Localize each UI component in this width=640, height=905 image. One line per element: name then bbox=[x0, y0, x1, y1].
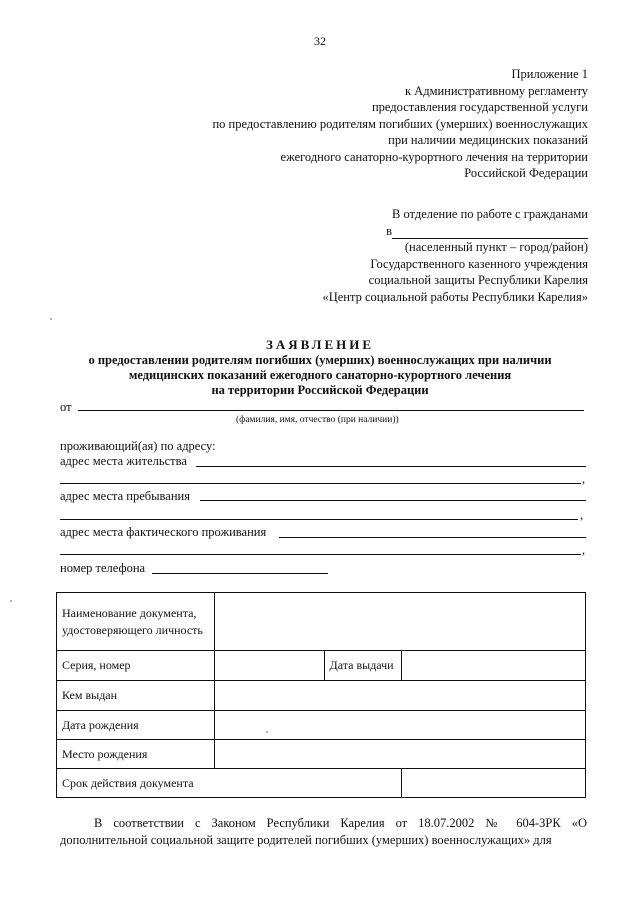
validity-cell[interactable] bbox=[402, 769, 586, 798]
birth-place-cell[interactable] bbox=[214, 740, 585, 769]
scan-speck bbox=[266, 731, 268, 733]
id-document-table bbox=[56, 592, 586, 798]
stay-field[interactable] bbox=[200, 500, 586, 501]
page-number: 32 bbox=[314, 34, 326, 48]
phone-field[interactable] bbox=[152, 573, 328, 574]
issue-date-cell[interactable] bbox=[402, 651, 586, 681]
fio-hint: (фамилия, имя, отчество (при наличии)) bbox=[236, 415, 399, 425]
actual-field[interactable] bbox=[279, 537, 586, 538]
appendix-line: по предоставлению родителям погибших (умерших) военнослужащих bbox=[212, 116, 588, 131]
actual-label: адрес места фактического проживания bbox=[60, 525, 267, 539]
doc-name-label: Наименование документа, удостоверяющего личность bbox=[57, 593, 215, 651]
residence-field[interactable] bbox=[196, 466, 586, 467]
document-subtitle: на территории Российской Федерации bbox=[211, 383, 429, 397]
birth-place-label: Место рождения bbox=[57, 740, 215, 769]
issued-by-cell[interactable] bbox=[214, 681, 585, 711]
birth-date-cell[interactable] bbox=[214, 711, 585, 740]
residing-label: проживающий(ая) по адресу: bbox=[60, 439, 216, 453]
addressee-prefix: в bbox=[386, 223, 392, 238]
document-subtitle: о предоставлении родителям погибших (умерших) военнослужащих при наличии bbox=[88, 353, 552, 367]
appendix-block bbox=[212, 66, 588, 182]
issued-by-label: Кем выдан bbox=[57, 681, 215, 711]
appendix-line: при наличии медицинских показаний bbox=[388, 133, 588, 147]
scan-speck bbox=[10, 600, 12, 602]
addressee-line: В отделение по работе с гражданами bbox=[391, 207, 588, 221]
addressee-locality-row bbox=[322, 223, 588, 240]
comma: , bbox=[582, 543, 586, 557]
fio-field[interactable] bbox=[78, 410, 584, 411]
addressee-locality-line[interactable] bbox=[392, 226, 588, 239]
residence-field-line2[interactable] bbox=[60, 483, 581, 484]
doc-name-cell[interactable] bbox=[214, 593, 585, 651]
series-number-cell[interactable] bbox=[214, 651, 324, 681]
comma: , bbox=[580, 508, 584, 522]
phone-label: номер телефона bbox=[60, 561, 146, 575]
appendix-line: Приложение 1 bbox=[511, 67, 588, 81]
actual-field-line2[interactable] bbox=[60, 554, 581, 555]
comma: , bbox=[582, 472, 586, 486]
addressee-hint: (населенный пункт – город/район) bbox=[404, 240, 588, 254]
stay-label: адрес места пребывания bbox=[60, 489, 190, 503]
appendix-line: Российской Федерации bbox=[464, 166, 588, 180]
addressee-block bbox=[322, 206, 588, 305]
issue-date-label: Дата выдачи bbox=[324, 651, 402, 681]
from-label: от bbox=[60, 400, 72, 414]
stay-field-line2[interactable] bbox=[60, 519, 578, 520]
appendix-line: ежегодного санаторно-курортного лечения на территории bbox=[280, 149, 588, 164]
document-subtitle: медицинских показаний ежегодного санаторно-курортного лечения bbox=[128, 368, 512, 382]
birth-date-label: Дата рождения bbox=[57, 711, 215, 740]
appendix-line: предоставления государственной услуги bbox=[371, 100, 588, 114]
appendix-line: к Административному регламенту bbox=[404, 83, 588, 98]
scan-speck bbox=[50, 318, 52, 320]
addressee-line: социальной защиты Республики Карелия bbox=[368, 273, 588, 287]
body-paragraph: В соответствии с Законом Республики Карелия от 18.07.2002 № 604-ЗРК «О дополнительной социальной защите родителей погибших (умерших) военнослужащих» для bbox=[60, 816, 587, 847]
addressee-line: Государственного казенного учреждения bbox=[370, 256, 588, 271]
validity-label: Срок действия документа bbox=[57, 769, 402, 798]
series-number-label: Серия, номер bbox=[57, 651, 215, 681]
document-title: ЗАЯВЛЕНИЕ bbox=[265, 337, 375, 352]
addressee-line: «Центр социальной работы Республики Карелия» bbox=[322, 289, 588, 304]
residence-label: адрес места жительства bbox=[60, 454, 187, 468]
